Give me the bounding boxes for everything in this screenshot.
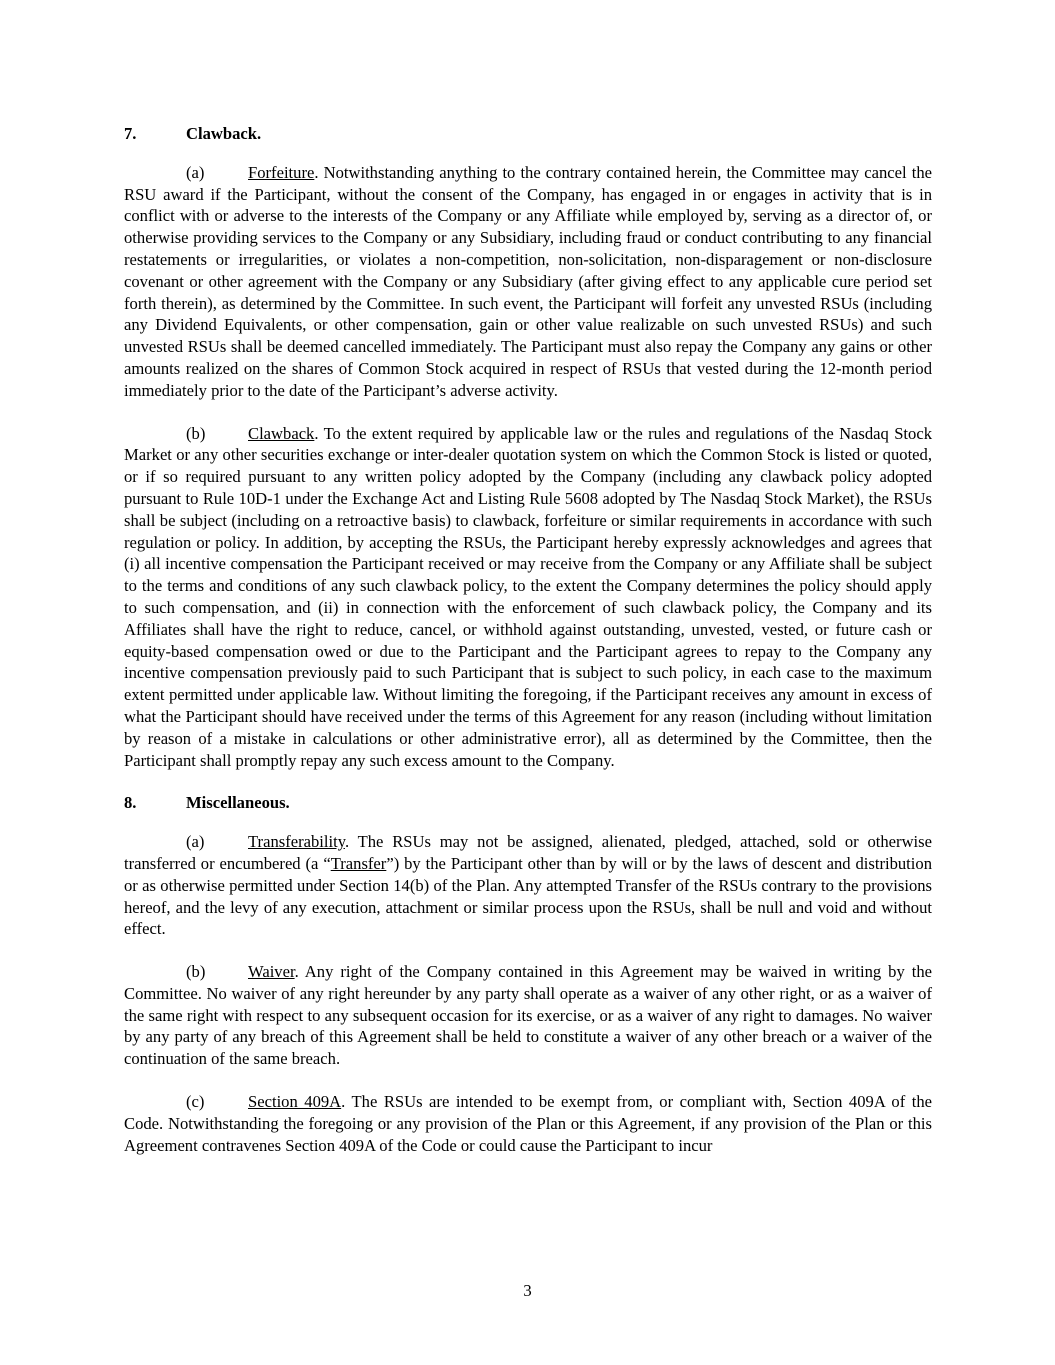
paragraph-caption: Clawback (248, 423, 315, 443)
section-7-heading (124, 123, 932, 145)
section-title: Clawback. (186, 124, 262, 143)
paragraph-caption: Transferability (248, 832, 345, 852)
paragraph-text: . The RSUs may not be assigned, alienated, pledged, attached, sold or otherwise transferred or encumbered (a “ (124, 832, 932, 873)
paragraph-8c-section-409a (124, 1091, 932, 1156)
section-number: 8. (124, 793, 137, 813)
section-8-heading (124, 792, 932, 814)
paragraph-index: (c) (186, 1092, 205, 1112)
paragraph-text: . Any right of the Company contained in this Agreement may be waived in writing by the Committee. No waiver of any right hereunder by any party shall operate as a waiver of any other right, or as a waiver of the same right with respect to any subsequent occasion for its exercise, or as a waiver of any right to damages. No waiver by any party of any breach of this Agreement shall be held to constitute a waiver of any other breach or a waiver of the continuation of the same breach. (124, 962, 932, 1069)
paragraph-index: (b) (186, 423, 206, 443)
paragraph-index: (a) (186, 832, 205, 852)
paragraph-text: . To the extent required by applicable law or the rules and regulations of the Nasdaq Stock Market or any other securities exchange or inter-dealer quotation system on which the Common Stock is listed or quoted, or if so required pursuant to any written policy adopted by the Company (including any clawback policy adopted pursuant to Rule 10D-1 under the Exchange Act and Listing Rule 5608 adopted by The Nasdaq Stock Market), the RSUs shall be subject (including on a retroactive basis) to clawback, forfeiture or similar requirements in accordance with such regulation or policy. In addition, by accepting the RSUs, the Participant hereby expressly acknowledges and agrees that (i) all incentive compensation the Participant received or may receive from the Company or any Affiliate shall be subject to the terms and conditions of any such clawback policy, to the extent the Company determines the policy should apply to such compensation, and (ii) in connection with the enforcement of such clawback policy, the Company and its Affiliates shall have the right to reduce, cancel, or withhold against outstanding, unvested, vested, or future cash or equity-based compensation owed or due to the Participant and the Participant agrees to repay to the Company any incentive compensation previously paid to such Participant that is subject to such policy, in each case to the maximum extent permitted under applicable law. Without limiting the foregoing, if the Participant receives any amount in excess of what the Participant should have received under the terms of this Agreement for any reason (including without limitation by reason of a mistake in calculations or other administrative error), all as determined by the Committee, then the Participant shall promptly repay any such excess amount to the Company. (124, 423, 932, 770)
paragraph-caption: Section 409A (248, 1092, 342, 1112)
paragraph-7a-forfeiture (124, 162, 932, 402)
paragraph-8a-transferability (124, 831, 932, 940)
paragraph-caption: Waiver (248, 962, 295, 982)
paragraph-text: . The RSUs are intended to be exempt from, or compliant with, Section 409A of the Code. Notwithstanding the foregoing or any provision of the Plan or this Agreement, if any provision of the Plan or this Agreement contravenes Section 409A of the Code or could cause the Participant to incur (124, 1092, 932, 1155)
document-page (124, 123, 932, 1177)
page-number: 3 (523, 1281, 532, 1300)
paragraph-text: . Notwithstanding anything to the contrary contained herein, the Committee may cancel the RSU award if the Participant, without the consent of the Company, has engaged in or engages in activity that is in conflict with or adverse to the interests of the Company or any Affiliate while employed by, serving as a director of, or otherwise providing services to the Company or any Subsidiary, including fraud or conduct contributing to any financial restatements or irregularities, or violates a non-competition, non-solicitation, non-disparagement or non-disclosure covenant or other agreement with the Company or any Subsidiary (after giving effect to any applicable cure period set forth therein), as determined by the Committee. In such event, the Participant will forfeit any unvested RSUs (including any Dividend Equivalents, or other compensation, gain or other value realizable on such unvested RSUs) and such unvested RSUs shall be deemed cancelled immediately. The Participant must also repay the Company any gains or other amounts realized on the shares of Common Stock acquired in respect of RSUs that vested during the 12-month period immediately prior to the date of the Participant’s adverse activity. (124, 162, 932, 400)
paragraph-8b-waiver (124, 961, 932, 1070)
section-number: 7. (124, 124, 137, 143)
section-title: Miscellaneous. (186, 793, 290, 813)
paragraph-7b-clawback (124, 423, 932, 772)
paragraph-index: (b) (186, 962, 206, 982)
paragraph-index: (a) (186, 162, 205, 182)
paragraph-text-continued: ”) by the Participant other than by will or by the laws of descent and distribution or as otherwise permitted under Section 14(b) of the Plan. Any attempted Transfer of the RSUs contrary to the provisions hereof, and the levy of any execution, attachment or similar process upon the RSUs, shall be null and void and without effect. (124, 853, 932, 939)
paragraph-caption: Forfeiture (248, 162, 315, 182)
defined-term: Transfer (330, 853, 387, 873)
